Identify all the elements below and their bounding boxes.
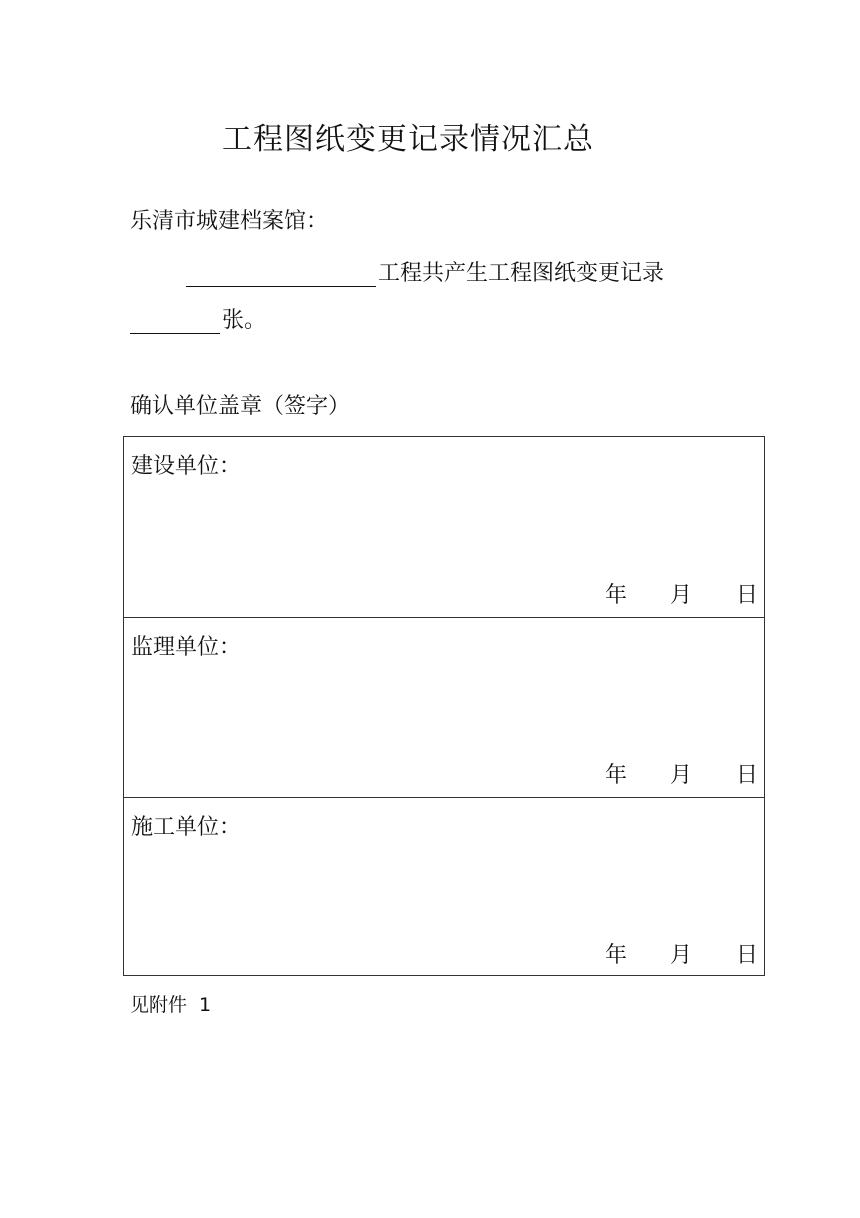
date-year-label: 年 [605,583,628,608]
date-day-label: 日 [736,763,759,788]
addressee: 乐清市城建档案馆： [130,209,329,234]
sheet-count-blank[interactable] [130,311,220,334]
row-label: 建设单位： [131,454,242,479]
signature-row-construction-unit [124,437,764,617]
footnote-number: 1 [199,994,212,1016]
date-month-label: 月 [670,583,693,608]
date-year-label: 年 [605,943,628,968]
project-name-blank[interactable] [186,264,376,287]
summary-line-1-text: 工程共产生工程图纸变更记录 [378,261,665,286]
page-title: 工程图纸变更记录情况汇总 [222,122,594,157]
signature-table [123,436,765,976]
summary-line-2 [130,303,266,334]
date-day-label: 日 [736,943,759,968]
date-month-label: 月 [670,763,693,788]
row-label: 施工单位： [131,815,242,840]
signature-row-supervision-unit [124,617,764,797]
date-month-label: 月 [670,943,693,968]
footnote [130,990,211,1017]
summary-line-2-text: 张。 [222,308,267,333]
date-day-label: 日 [736,583,759,608]
signature-row-contractor-unit [124,797,764,977]
confirm-label: 确认单位盖章（签字） [130,394,351,419]
summary-line-1 [186,256,664,287]
footnote-text: 见附件 [130,994,188,1016]
date-year-label: 年 [605,763,628,788]
row-label: 监理单位： [131,635,242,660]
